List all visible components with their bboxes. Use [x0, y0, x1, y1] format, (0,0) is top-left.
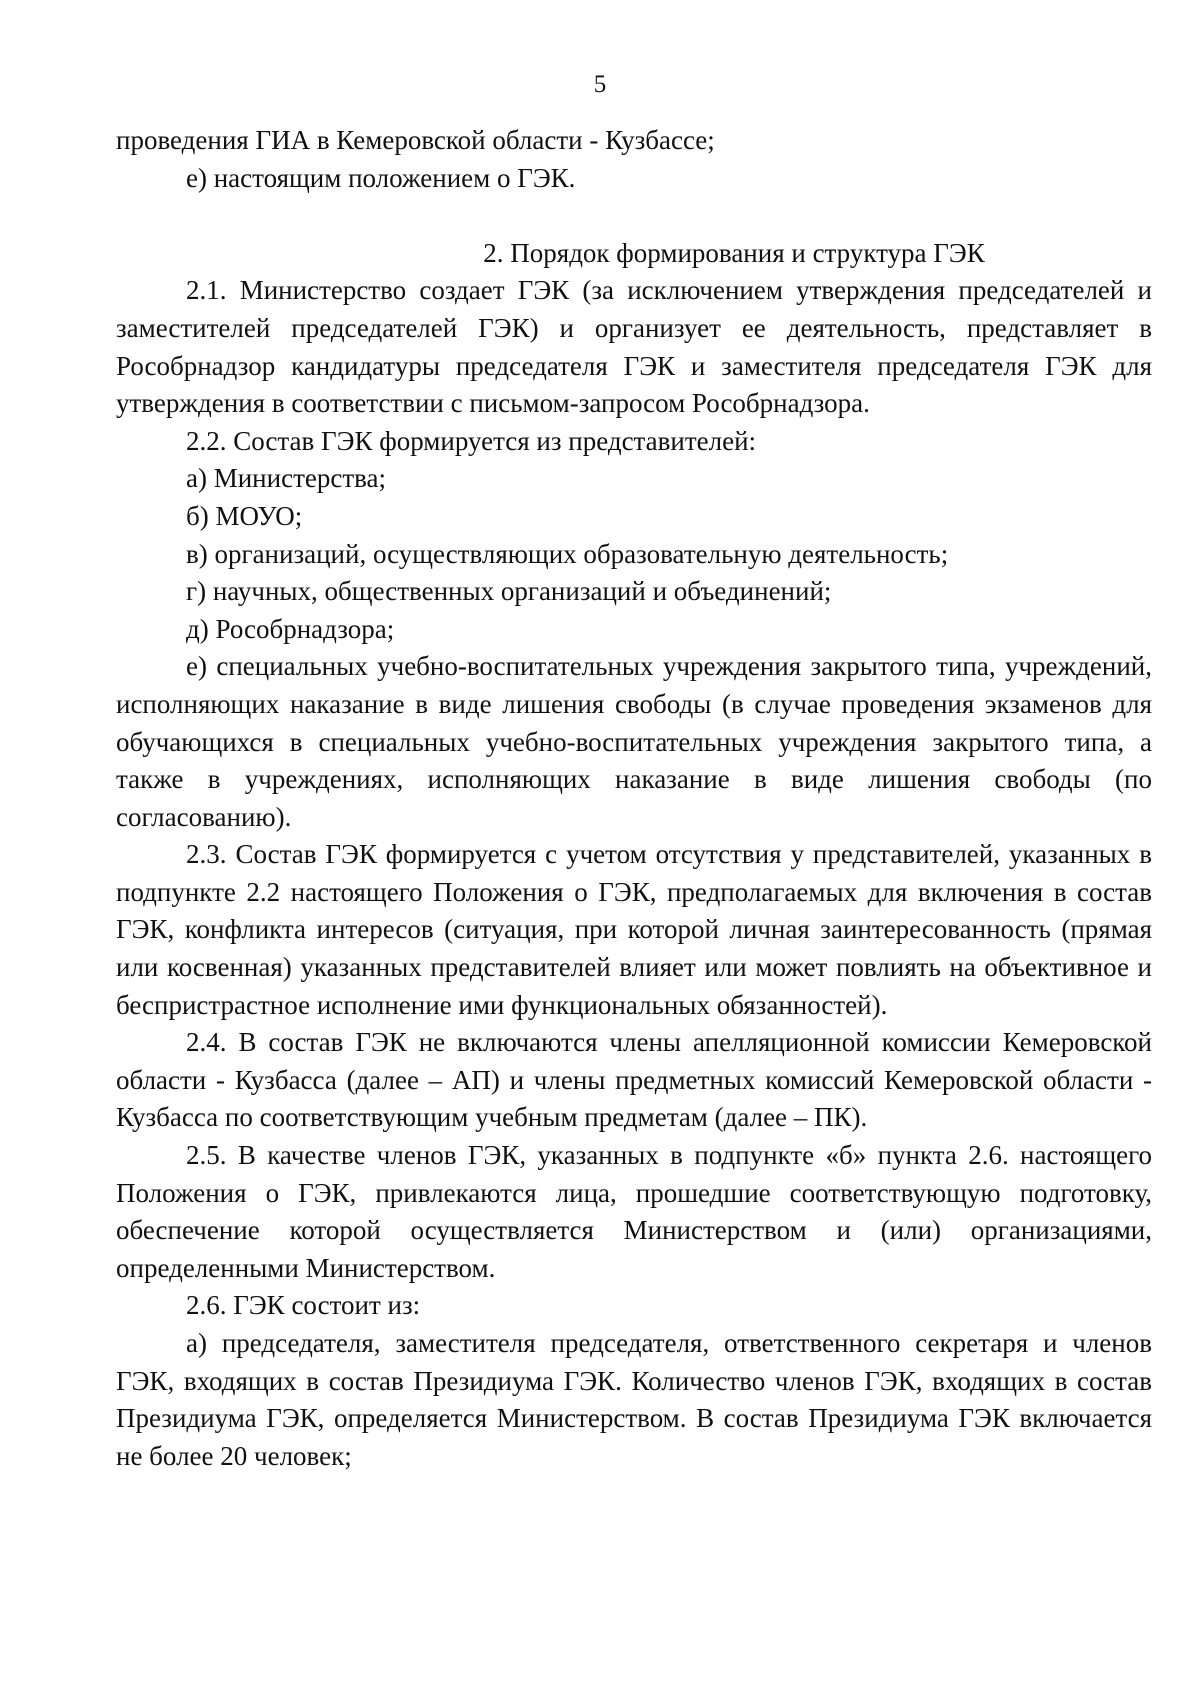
paragraph-2-5: 2.5. В качестве членов ГЭК, указанных в подпункте «б» пункта 2.6. настоящего Положения о ГЭК, привлекаются лица, прошедшие соответствующую подготовку, обеспечение которой осуществляется Министерством и (или) организациями, определенными Министерством. [116, 1140, 1152, 1283]
paragraph-2-6: 2.6. ГЭК состоит из: [186, 1290, 421, 1321]
paragraph-2-2: 2.2. Состав ГЭК формируется из представителей: [186, 425, 757, 456]
page-number: 5 [593, 71, 607, 98]
list-item-d: д) Рособрнадзора; [186, 613, 395, 644]
list-item-e: е) специальных учебно-воспитательных учреждения закрытого типа, учреждений, исполняющих наказание в виде лишения свободы (в случае проведения экзаменов для обучающихся в специальных учебно-воспитательных учреждения закрытого типа, а также в учреждениях, исполняющих наказание в виде лишения свободы (по согласованию). [116, 651, 1152, 832]
paragraph-2-4: 2.4. В состав ГЭК не включаются члены апелляционной комиссии Кемеровской области - Кузбасса (далее – АП) и члены предметных комиссий Кемеровской области - Кузбасса по соответствующим учебным предметам (далее – ПК). [116, 1027, 1152, 1133]
paragraph-continuation: проведения ГИА в Кемеровской области - Кузбассе; [116, 125, 715, 155]
section-heading: 2. Порядок формирования и структура ГЭК [483, 237, 985, 268]
document-body [116, 122, 1152, 1475]
paragraph-2-3: 2.3. Состав ГЭК формируется с учетом отсутствия у представителей, указанных в подпункте 2.2 настоящего Положения о ГЭК, предполагаемых для включения в состав ГЭК, конфликта интересов (ситуация, при которой личная заинтересованность (прямая или косвенная) указанных представителей влияет или может повлиять на объективное и беспристрастное исполнение ими функциональных обязанностей). [116, 839, 1152, 1020]
paragraph-2-1: 2.1. Министерство создает ГЭК (за исключением утверждения председателей и заместителей председателей ГЭК) и организует ее деятельность, представляет в Рособрнадзор кандидатуры председателя ГЭК и заместителя председателя ГЭК для утверждения в соответствии с письмом-запросом Рособрнадзора. [116, 275, 1152, 419]
list-item-a: а) Министерства; [186, 463, 387, 494]
list-item-v: в) организаций, осуществляющих образовательную деятельность; [186, 538, 949, 569]
list-item-b: б) МОУО; [186, 500, 303, 531]
list-item-e-regulation: е) настоящим положением о ГЭК. [186, 162, 576, 193]
list-item-a-presidium: а) председателя, заместителя председателя, ответственного секретаря и членов ГЭК, входящих в состав Президиума ГЭК. Количество членов ГЭК, входящих в состав Президиума ГЭК, определяется Министерством. В состав Президиума ГЭК включается не более 20 человек; [116, 1328, 1152, 1471]
list-item-g: г) научных, общественных организаций и объединений; [186, 576, 832, 607]
